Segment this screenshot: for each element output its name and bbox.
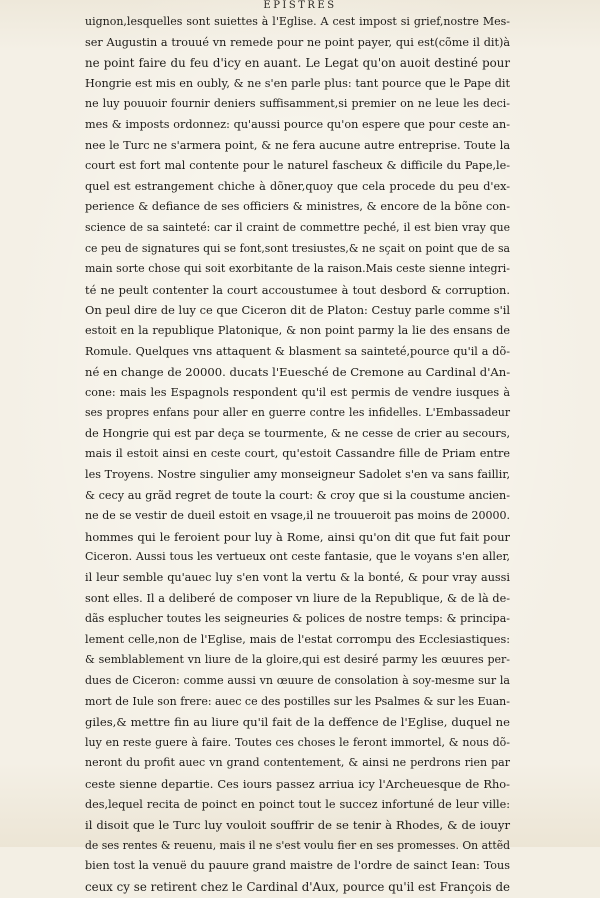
text-line: giles,& mettre fin au liure qu'il fait de la deffence de l'Eglise, duquel ne <box>85 715 510 730</box>
text-line: ceste sienne departie. Ces iours passez arriua icy l'Archeuesque de Rho- <box>85 776 510 791</box>
text-line: main sorte chose qui soit exorbitante de la raison.Mais ceste sienne integri- <box>85 262 510 276</box>
text-line: quel est estrangement chiche à dõner,quoy que cela procede du peu d'ex- <box>85 179 510 193</box>
text-line: mais il estoit ainsi en ceste court, qu'estoit Cassandre fille de Priam entre <box>85 447 510 461</box>
text-line: ceux cy se retirent chez le Cardinal d'Aux, pource qu'il est François de <box>85 879 510 894</box>
text-line: il leur semble qu'auec luy s'en vont la vertu & la bonté, & pour vray aussi <box>85 571 510 585</box>
text-line: science de sa sainteté: car il craint de commettre peché, il est bien vray que <box>85 220 510 234</box>
running-head: EPISTRES <box>263 0 337 11</box>
text-line: ser Augustin a trouué vn remede pour ne point payer, qui est(cõme il dit)à <box>85 35 510 49</box>
text-line: ne point faire du feu d'icy en auant. Le Legat qu'on auoit destiné pour <box>85 56 510 71</box>
text-line: hommes qui le feroient pour luy à Rome, ainsi qu'on dit que fut fait pour <box>85 529 510 544</box>
text-line: né en change de 20000. ducats l'Euesché de Cremone au Cardinal d'An- <box>85 365 511 380</box>
text-line: lement celle,non de l'Eglise, mais de l'estat corrompu des Ecclesiastiques: <box>85 632 510 646</box>
text-line: sont elles. Il a deliberé de composer vn liure de la Republique, & de là de- <box>85 591 510 605</box>
text-line: uignon,lesquelles sont suiettes à l'Eglise. A cest impost si grief,nostre Mes- <box>85 15 510 28</box>
text-line: il disoit que le Turc luy vouloit souffrir de se tenir à Rhodes, & de iouyr <box>85 818 510 833</box>
text-line: des,lequel recita de poinct en poinct tout le succez infortuné de leur ville: <box>85 797 510 811</box>
text-line: dãs esplucher toutes les seigneuries & polices de nostre temps: & principa- <box>85 612 510 626</box>
text-line: mes & imposts ordonnez: qu'aussi pource qu'on espere que pour ceste an- <box>85 117 510 131</box>
text-line: de Hongrie qui est par deça se tourmente, & ne cesse de crier au secours, <box>85 426 510 440</box>
text-line: & semblablement vn liure de la gloire,qui est desiré parmy les œuures per- <box>85 653 510 667</box>
text-line: bien tost la venuë du pauure grand maistre de l'ordre de sainct Iean: Tous <box>85 859 510 873</box>
text-line: Romule. Quelques vns attaquent & blasment sa sainteté,pource qu'il a dõ- <box>85 344 510 358</box>
text-line: ne de se vestir de dueil estoit en vsage,il ne trouueroit pas moins de 20000. <box>85 509 510 523</box>
text-line: ses propres enfans pour aller en guerre contre les infidelles. L'Embassadeur <box>85 406 510 420</box>
text-line: mort de Iule son frere: auec ce des postilles sur les Psalmes & sur les Euan- <box>85 694 510 708</box>
text-line: perience & defiance de ses officiers & ministres, & encore de la bõne con- <box>85 200 510 214</box>
text-line: nee le Turc ne s'armera point, & ne fera aucune autre entreprise. Toute la <box>85 138 510 152</box>
text-line: ce peu de signatures qui se font,sont tresiustes,& ne sçait on point que de sa <box>85 241 510 255</box>
body-text <box>85 12 510 898</box>
text-line: neront du profit auec vn grand contentement, & ainsi ne perdrons rien par <box>85 756 510 770</box>
text-line: On peul dire de luy ce que Ciceron dit de Platon: Cestuy parle comme s'il <box>85 303 510 318</box>
text-line: cone: mais les Espagnols respondent qu'il est permis de vendre iusques à <box>85 385 510 399</box>
text-line: de ses rentes & reuenu, mais il ne s'est voulu fier en ses promesses. On attẽd <box>85 838 510 852</box>
text-line: court est fort mal contente pour le naturel fascheux & difficile du Pape,le- <box>85 159 510 173</box>
text-line: les Troyens. Nostre singulier amy monseigneur Sadolet s'en va sans faillir, <box>85 468 510 482</box>
text-line: Ciceron. Aussi tous les vertueux ont ceste fantasie, que le voyans s'en aller, <box>85 550 510 564</box>
text-line: luy en reste guere à faire. Toutes ces choses le feront immortel, & nous dõ- <box>85 735 510 749</box>
text-line: Hongrie est mis en oubly, & ne s'en parle plus: tant pource que le Pape dit <box>85 76 510 90</box>
text-line: té ne peult contenter la court accoustumee à tout desbord & corruption. <box>85 282 510 297</box>
text-line: dues de Ciceron: comme aussi vn œuure de consolation à soy-mesme sur la <box>85 674 510 687</box>
text-line: & cecy au grãd regret de toute la court: & croy que si la coustume ancien- <box>85 488 510 502</box>
text-line: estoit en la republique Platonique, & non point parmy la lie des ensans de <box>85 323 510 337</box>
text-line: ne luy pouuoir fournir deniers suffisamment,si premier on ne leue les deci- <box>85 97 510 111</box>
